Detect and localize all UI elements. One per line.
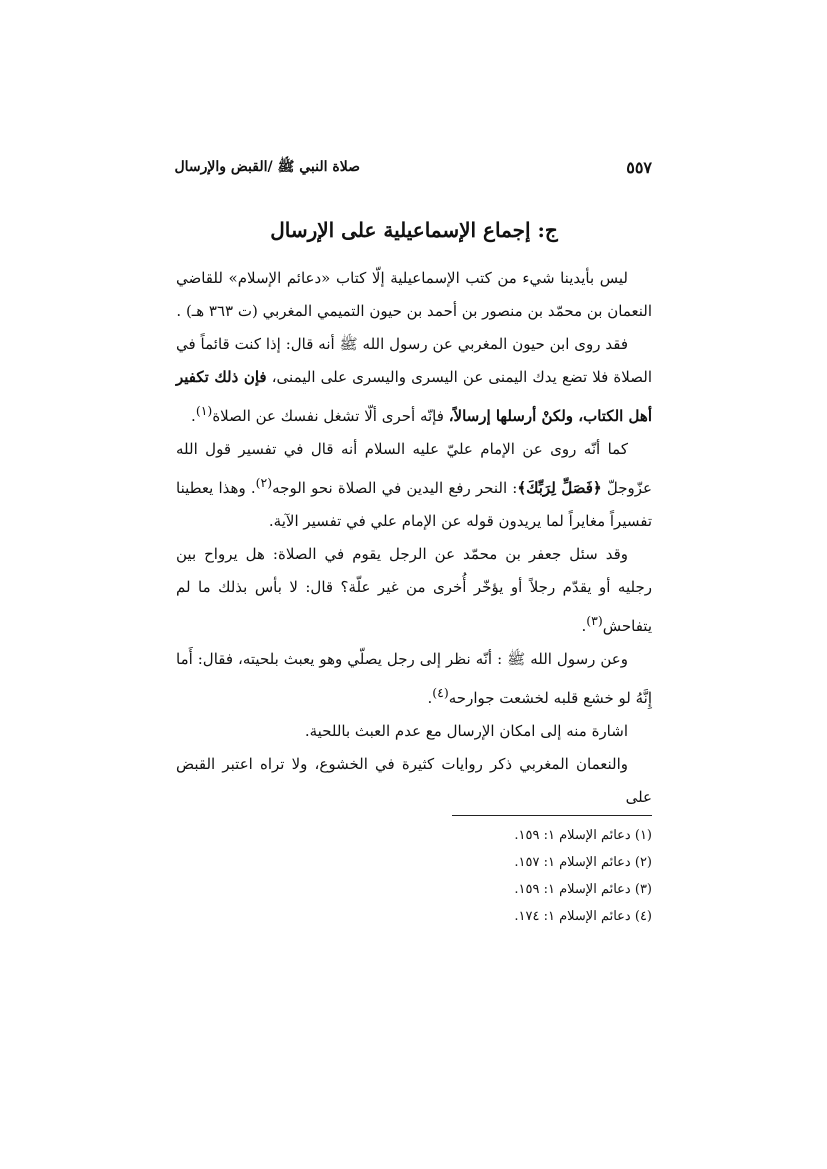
page-number: ٥٥٧ — [626, 158, 652, 177]
paragraph-3 — [176, 433, 652, 538]
footnote-ref-1: (١) — [195, 403, 213, 418]
paragraph-4 — [176, 538, 652, 643]
body-text — [176, 262, 652, 814]
paragraph-2-bold-text: فإن ذلك تكفير أهل الكتاب، ولكنْ أرسلها إرسالاً، — [176, 368, 652, 425]
paragraph-2-text-start: فقد روى ابن حيون المغربي عن رسول الله ﷺ أنه قال: إذا كنت قائماً في الصلاة فلا تضع يدك اليمنى عن اليسرى واليسرى على اليمنى، — [176, 335, 652, 386]
paragraph-5-text: وعن رسول الله ﷺ : أنّه نظر إلى رجل يصلّي وهو يعبث بلحيته، فقال: أَما إِنَّهُ لو خشع قلبه لخشعت جوارحه — [176, 650, 652, 707]
running-header-title: صلاة النبي ﷺ /القبض والإرسال — [174, 159, 360, 175]
paragraph-2-close: . — [191, 407, 196, 425]
footnotes — [176, 822, 652, 930]
footnote-ref-2: (٢) — [255, 475, 273, 490]
paragraph-5 — [176, 643, 652, 715]
paragraph-1: ليس بأيدينا شيء من كتب الإسماعيلية إلّا كتاب «دعائم الإسلام» للقاضي النعمان بن محمّد بن منصور بن أحمد بن حيون التميمي المغربي (ت ٣٦٣ هـ) . — [176, 269, 652, 320]
paragraph-6: اشارة منه إلى امكان الإرسال مع عدم العبث باللحية. — [304, 722, 628, 740]
paragraph-4-text: وقد سئل جعفر بن محمّد عن الرجل يقوم في الصلاة: هل يرواح بين رجليه أو يقدّم رجلاً أو يؤخّر أُخرى من غير علّة؟ قال: لا بأس بذلك ما لم يتفاحش — [176, 545, 652, 635]
footnote-ref-4: (٤) — [432, 685, 449, 700]
footnote-separator — [452, 815, 652, 816]
paragraph-7: والنعمان المغربي ذكر روايات كثيرة في الخشوع، ولا تراه اعتبر القبض على — [176, 755, 652, 806]
footnote-1: (١) دعائم الإسلام ١: ١٥٩. — [514, 828, 652, 843]
paragraph-5-close: . — [427, 689, 433, 707]
paragraph-2-text-end: فإنّه أحرى ألّا تشغل نفسك عن الصلاة — [212, 407, 449, 425]
paragraph-3-text-start: كما أنّه روى عن الإمام عليّ عليه السلام أنه قال في تفسير قول الله عزّوجلّ — [176, 440, 652, 497]
quran-verse: ﴿فَصَلِّ لِرَبِّكَ﴾ — [517, 479, 602, 497]
paragraph-2 — [176, 328, 652, 433]
paragraph-3-text-mid: : النحر رفع اليدين في الصلاة نحو الوجه — [272, 479, 518, 497]
footnote-4: (٤) دعائم الإسلام ١: ١٧٤. — [514, 909, 652, 924]
footnote-2: (٢) دعائم الإسلام ١: ١٥٧. — [514, 855, 652, 870]
footnote-3: (٣) دعائم الإسلام ١: ١٥٩. — [514, 882, 652, 897]
paragraph-4-close: . — [581, 617, 587, 635]
paragraph-3-text-end: . وهذا يعطينا تفسيراً مغايراً لما يريدون قوله عن الإمام علي في تفسير الآية. — [176, 479, 652, 530]
footnote-ref-3: (٣) — [586, 613, 603, 628]
section-title: ج: إجماع الإسماعيلية على الإرسال — [270, 218, 558, 242]
running-header — [176, 158, 652, 184]
